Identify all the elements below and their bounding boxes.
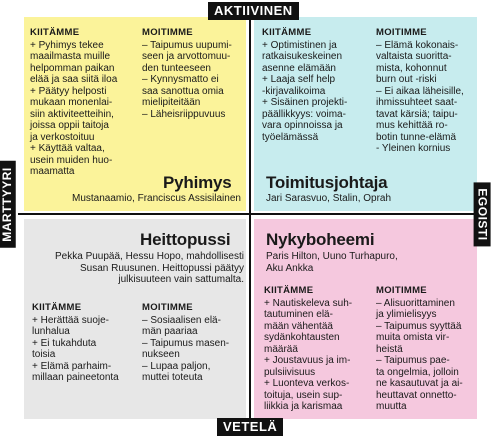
list-item: päällikkyys: voima- [262,108,346,120]
list-item: helpomman paikan [30,62,115,74]
horizontal-axis-line [18,213,482,215]
list-item: heuttavat onnetto- [376,389,457,401]
examples-line: Pekka Puupää, Hessu Hopo, mahdollisesti [55,251,244,262]
list-item: – Läheisriippuvuus [142,108,226,120]
blame-heading: MOITIMME [376,27,427,38]
list-item: – Lupaa paljon, [142,360,211,372]
list-item: + Nautiskeleva suh- [264,297,353,309]
praise-heading: KIITÄMME [30,27,80,38]
nykyboheemi-praise-column [264,285,372,413]
list-item: + Luonteva verkos- [264,378,350,389]
list-item: – Taipumus masen- [142,337,230,349]
list-item: den tunteeseen [142,62,211,74]
quadrant-title-heittopussi: Heittopussi [140,230,231,249]
quadrant-examples-heittopussi [38,251,244,286]
list-item: usein muiden huo- [30,154,113,166]
list-item: – Kynnysmatto ei [142,74,219,85]
list-item: – Sosiaalisen elä- [142,314,221,326]
list-item: heistä [376,343,403,355]
toimitusjohtaja-praise-column [262,27,372,143]
list-item: määrää [264,343,298,355]
examples-line: Susan Ruusunen. Heittopussi päätyy [80,262,244,274]
quadrant-title-pyhimys: Pyhimys [163,173,232,192]
list-item: maailmasta muille [30,51,111,62]
list-item: pulsiivisuus [264,366,316,378]
pyhimys-blame-column [142,27,246,120]
list-item: ne kasautuvat ja ai- [376,378,463,389]
list-item: + Pyhimys tekee [30,39,104,51]
list-item: - Yleinen kornius [376,143,451,154]
list-item: – Alisuorittaminen [376,297,455,309]
list-item: työelämässä [262,131,319,143]
list-item: seen ja arvottomuu- [142,51,231,62]
list-item: lunhalua [32,326,70,337]
list-item: ja verkostoituu [30,131,95,143]
axis-label-top: AKTIIVINEN [208,2,299,20]
pyhimys-praise-column [30,27,138,178]
quadrant-title-nykyboheemi: Nykyboheemi [266,230,375,249]
vertical-axis-line [249,12,251,422]
list-item: män paariaa [142,326,198,337]
list-item: saa sanottua omia [142,85,224,97]
quadrant-examples-pyhimys: Mustanaamio, Franciscus Assisilainen [72,193,241,204]
list-item: botin tunne-elämä [376,131,457,143]
list-item: mielipiteitään [142,97,201,108]
axis-label-left: MARTTYYRI [0,161,16,248]
list-item: ratkaisukeskeinen [262,51,343,62]
list-item: liikkia ja karismaa [264,401,343,412]
list-item: – Taipumus uupumi- [142,39,232,51]
list-item: + Elämä parhaim- [32,360,112,372]
list-item: tavat kärsiä; taipu- [376,108,458,120]
examples-line: Aku Ankka [266,262,314,274]
list-item: tautuminen elä- [264,309,333,320]
list-item: toisia [32,349,56,360]
list-item: – Taipumus pae- [376,355,450,366]
praise-heading: KIITÄMME [32,302,82,313]
list-item: mään vähentää [264,320,333,332]
nykyboheemi-blame-column [376,285,476,413]
list-item: burn out -riski [376,74,437,85]
blame-heading: MOITIMME [142,302,193,313]
list-item: joissa oppii taitoja [30,120,109,131]
list-item: -kirjavalikoima [262,85,326,97]
list-item: mus kehittää ro- [376,120,448,131]
list-item: + Optimistinen ja [262,39,337,51]
list-item: – Elämä kokonais- [376,39,459,51]
list-item: ihmissuhteet saat- [376,97,458,108]
list-item: asenne elämään [262,62,336,74]
list-item: nukseen [142,349,180,360]
list-item: + Joustavuus ja im- [264,355,351,366]
toimitusjohtaja-blame-column [376,27,476,155]
heittopussi-blame-column [142,302,246,384]
list-item: muita omista vir- [376,332,450,343]
list-item: toituja, usein sup- [264,389,343,401]
list-item: muutta [376,401,407,412]
list-item: + Käyttää valtaa, [30,143,105,154]
list-item: – Ei aikaa läheisille, [376,85,464,97]
list-item: siin aktiviteetteihin, [30,108,114,120]
list-item: + Herättää suoje- [32,314,109,326]
axis-label-bottom: VETELÄ [217,418,283,436]
list-item: muttei toteuta [142,372,203,383]
list-item: ja ylimielisyys [376,309,437,320]
examples-line: Paris Hilton, Uuno Turhapuro, [266,251,398,262]
list-item: elää ja saa siitä iloa [30,74,118,85]
praise-heading: KIITÄMME [264,285,314,296]
quadrant-title-toimitusjohtaja: Toimitusjohtaja [266,173,388,192]
list-item: valtaista suoritta- [376,51,452,62]
list-item: mista, kohonnut [376,62,447,74]
praise-heading: KIITÄMME [262,27,312,38]
list-item: + Laaja self help [262,74,336,85]
list-item: + Sisäinen projekti- [262,97,348,108]
list-item: ta ongelmia, jolloin [376,366,459,378]
examples-line: julkisuuteen vain sattumalta. [118,274,244,285]
list-item: + Ei tukahduta [32,337,97,349]
list-item: millaan paineetonta [32,372,119,383]
list-item: – Taipumus syyttää [376,320,462,332]
blame-heading: MOITIMME [376,285,427,296]
list-item: + Päätyy helposti [30,85,107,97]
quadrant-examples-nykyboheemi [266,251,466,274]
list-item: sydänkohtausten [264,332,340,343]
heittopussi-praise-column [32,302,136,384]
list-item: vara opinnoissa ja [262,120,343,131]
blame-heading: MOITIMME [142,27,193,38]
list-item: maamatta [30,166,75,177]
axis-label-right: EGOISTI [474,182,491,246]
quadrant-examples-toimitusjohtaja: Jari Sarasvuo, Stalin, Oprah [266,193,392,204]
list-item: mukaan monenlai- [30,97,113,108]
